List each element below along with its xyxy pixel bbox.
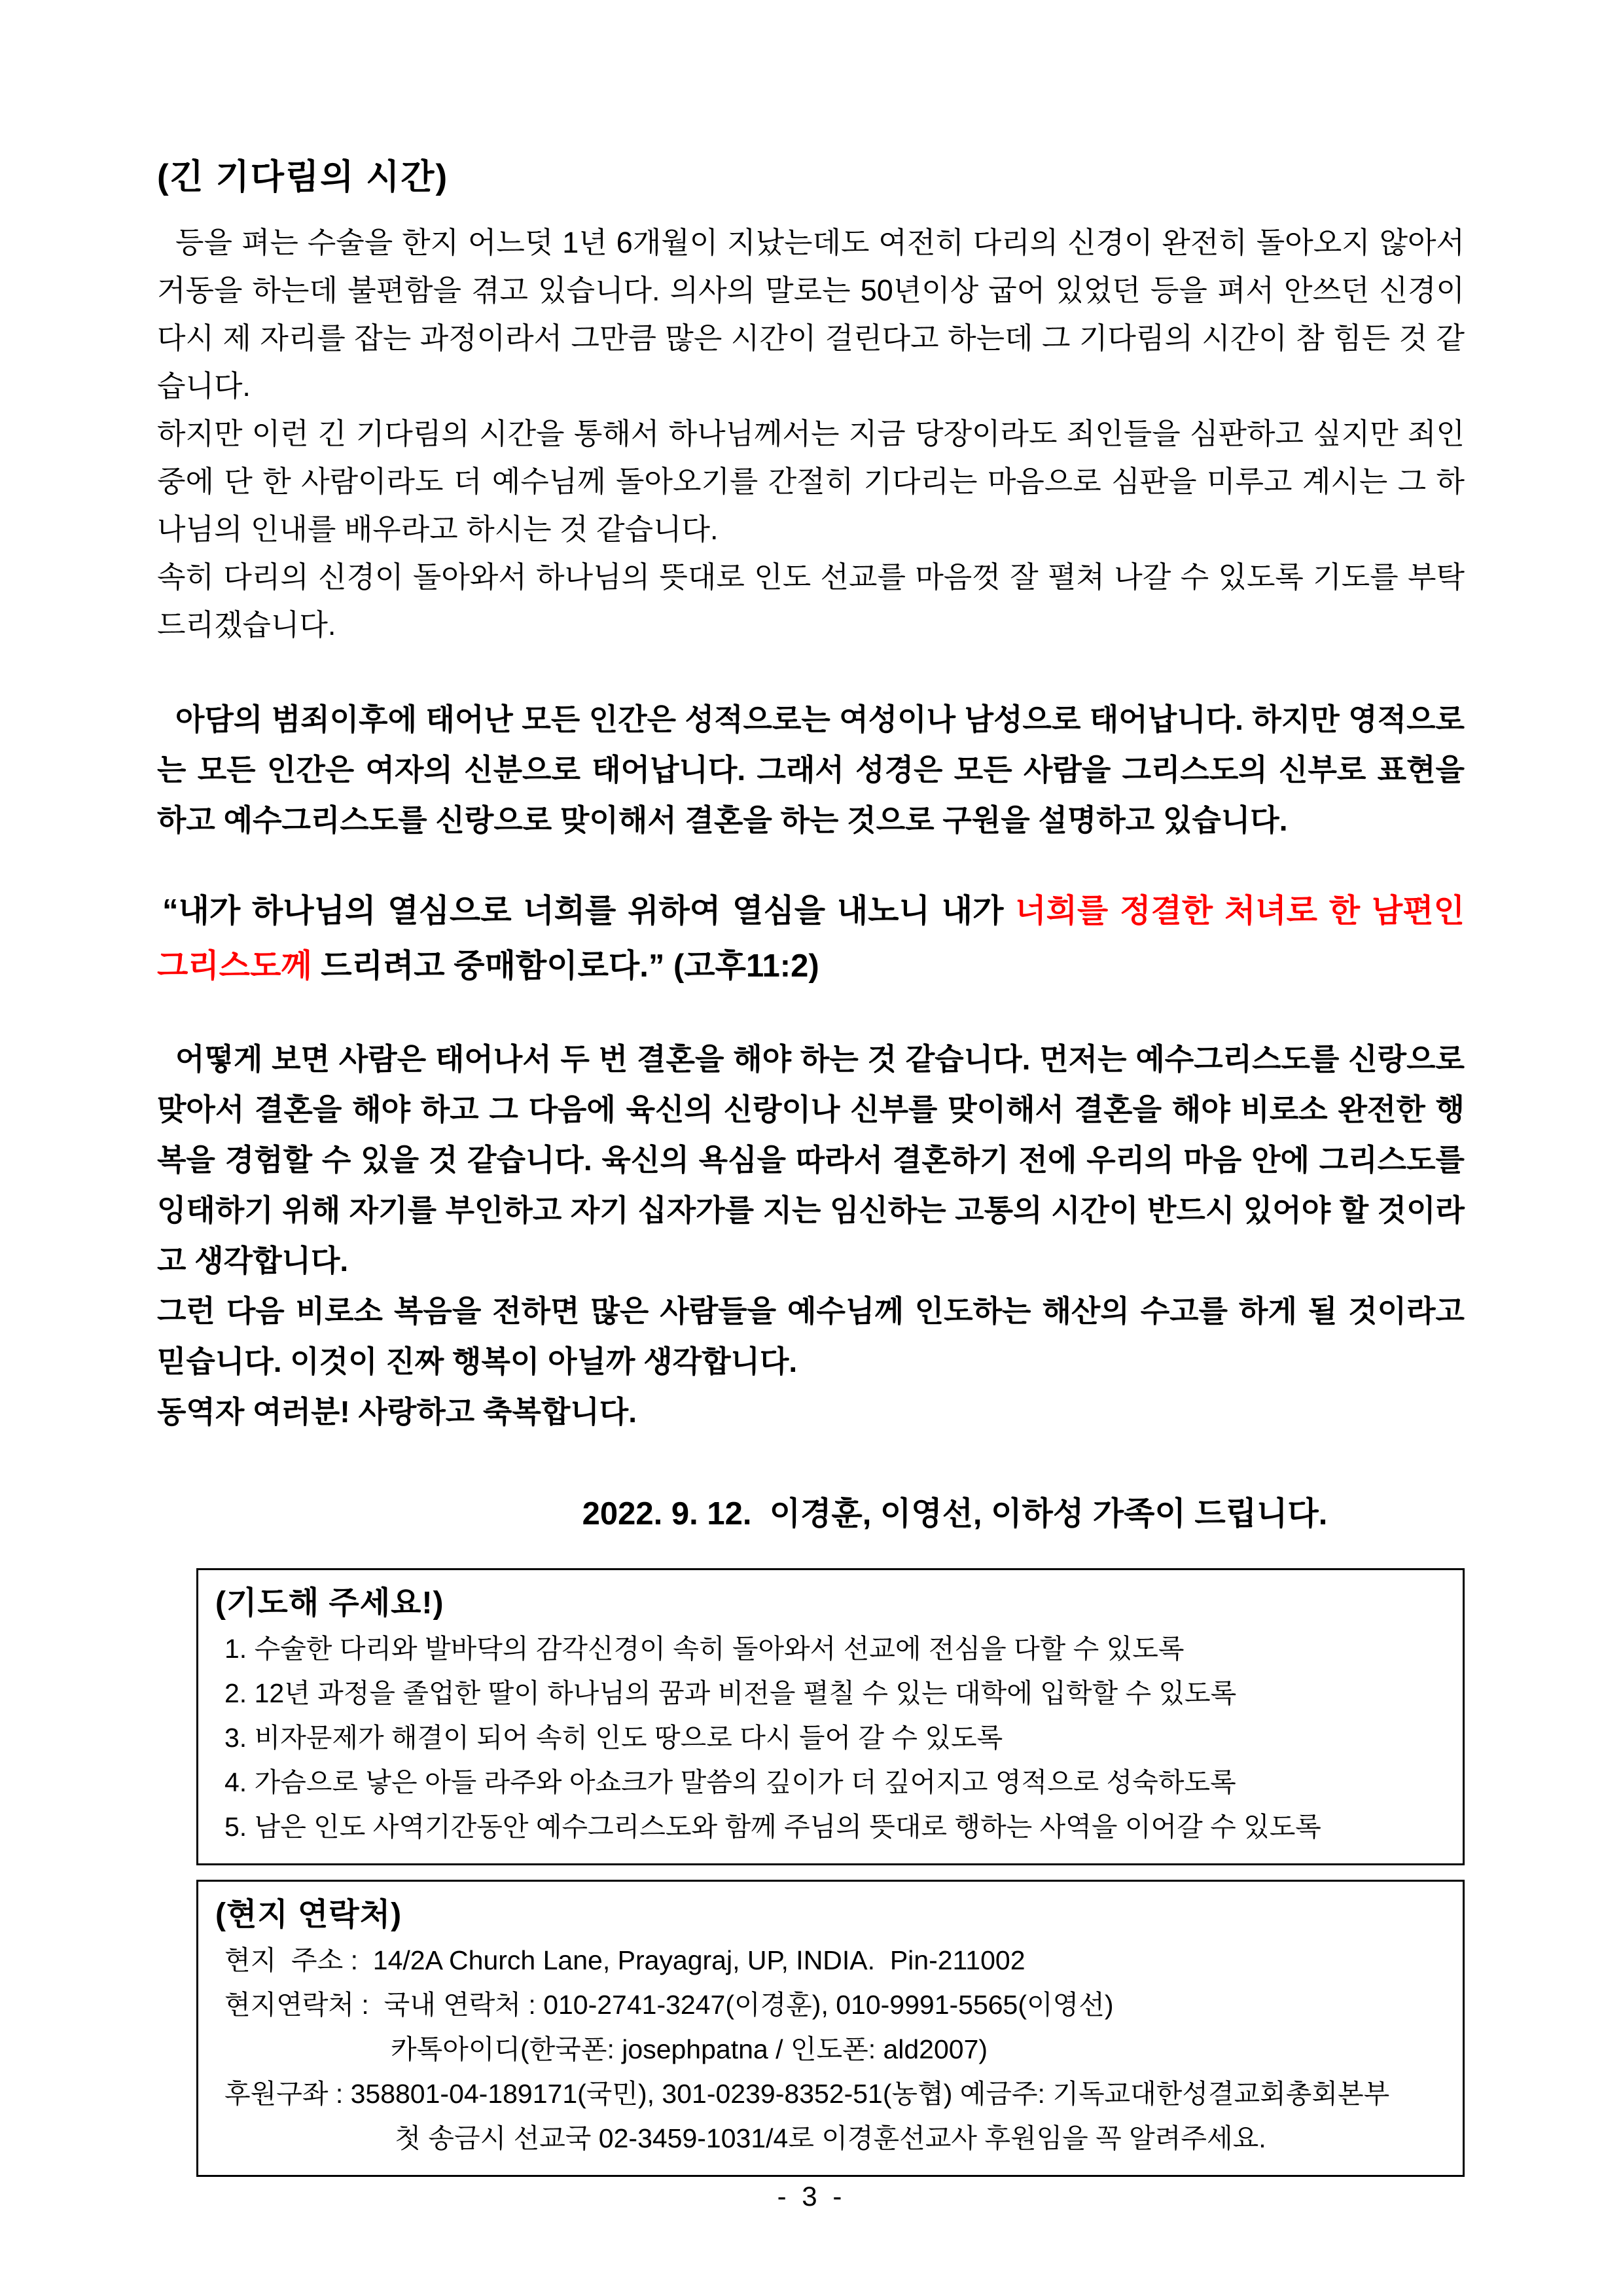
local-contact-box — [196, 1880, 1465, 2177]
bible-quote — [157, 884, 1465, 994]
contact-box-title: (현지 연락처) — [215, 1897, 402, 1932]
page-number: - 3 - — [777, 2181, 846, 2212]
quote-text-black-lead: “내가 하나님의 열심으로 너희를 위하여 열심을 내노니 내가 — [162, 893, 1016, 929]
prayer-item-4: 4. 가슴으로 낳은 아들 라주와 아쇼크가 말씀의 깊이가 더 깊어지고 영적으로 성숙하도록 — [224, 1767, 1236, 1797]
paragraph-coworkers-blessing: 동역자 여러분! 사랑하고 축복합니다. — [157, 1395, 637, 1429]
paragraph-two-marriages: 어떻게 보면 사람은 태어나서 두 번 결혼을 해야 하는 것 같습니다. 먼저는 예수그리스도를 신랑으로 맞아서 결혼을 해야 하고 그 다음에 육신의 신랑이나 신부를 맞이해서 결혼을 해야 비로소 완전한 행복을 경험할 수 있을 것 같습니다. 육신의 욕심을 따라서 결혼하기 전에 우리의 마음 안에 그리스도를 잉태하기 위해 자기를 부인하고 자기 십자가를 지는 임신하는 고통의 시간이 반드시 있어야 할 것이라고 생각합니다. — [157, 1042, 1465, 1278]
contact-address-row: 현지 주소 : 14/2A Church Lane, Prayagraj, UP, INDIA. Pin-211002 — [224, 1945, 1026, 1975]
signature-date-line: 2022. 9. 12. 이경훈, 이영선, 이하성 가족이 드립니다. — [582, 1496, 1328, 1532]
quote-text-red-highlight: 너희를 정결한 처녀로 한 남편인 그리스도께 — [157, 893, 1465, 984]
prayer-item-3: 3. 비자문제가 해결이 되어 속히 인도 땅으로 다시 들어 갈 수 있도록 — [224, 1723, 1003, 1753]
paragraph-surgery-recovery: 등을 펴는 수술을 한지 어느덧 1년 6개월이 지났는데도 여전히 다리의 신경이 완전히 돌아오지 않아서 거동을 하는데 불편함을 겪고 있습니다. 의사의 말로는 50년이상 굽어 있었던 등을 펴서 안쓰던 신경이 다시 제 자리를 잡는 과정이라서 그만큼 많은 시간이 걸린다고 하는데 그 기다림의 시간이 참 힘든 것 같습니다. — [157, 226, 1465, 403]
paragraph-bride-of-christ: 아담의 범죄이후에 태어난 모든 인간은 성적으로는 여성이나 남성으로 태어납니다. 하지만 영적으로는 모든 인간은 여자의 신분으로 태어납니다. 그래서 성경은 모든 사람을 그리스도의 신부로 표현을 하고 예수그리스도를 신랑으로 맞이해서 결혼을 하는 것으로 구원을 설명하고 있습니다. — [157, 702, 1465, 837]
prayer-box-title: (기도해 주세요!) — [215, 1586, 444, 1621]
contact-kakao-row: 카톡아이디(한국폰: josephpatna / 인도폰: ald2007) — [391, 2034, 988, 2064]
prayer-item-1: 1. 수술한 다리와 발바닥의 감각신경이 속히 돌아와서 선교에 전심을 다할 수 있도록 — [224, 1634, 1185, 1664]
section-title-long-wait: (긴 기다림의 시간) — [157, 158, 449, 196]
paragraph-prayer-request-legs: 속히 다리의 신경이 돌아와서 하나님의 뜻대로 인도 선교를 마음껏 잘 펼쳐 나갈 수 있도록 기도를 부탁드리겠습니다. — [157, 560, 1465, 641]
prayer-request-box — [196, 1568, 1465, 1865]
paragraph-gods-patience: 하지만 이런 긴 기다림의 시간을 통해서 하나님께서는 지금 당장이라도 죄인들을 심판하고 싶지만 죄인 중에 단 한 사람이라도 더 예수님께 돌아오기를 간절히 기다리는 마음으로 심판을 미루고 계시는 그 하나님의 인내를 배우라고 하시는 것 같습니다. — [157, 417, 1465, 546]
paragraph-labor-of-birth: 그런 다음 비로소 복음을 전하면 많은 사람들을 예수님께 인도하는 해산의 수고를 하게 될 것이라고 믿습니다. 이것이 진짜 행복이 아닐까 생각합니다. — [157, 1294, 1465, 1378]
prayer-item-2: 2. 12년 과정을 졸업한 딸이 하나님의 꿈과 비전을 펼칠 수 있는 대학에 입학할 수 있도록 — [224, 1678, 1237, 1708]
contact-first-remittance-note: 첫 송금시 선교국 02-3459-1031/4로 이경훈선교사 후원임을 꼭 알려주세요. — [395, 2123, 1266, 2153]
contact-phone-row: 현지연락처 : 국내 연락처 : 010-2741-3247(이경훈), 010-9991-5565(이영선) — [224, 1990, 1114, 2020]
quote-text-black-tail: 드리려고 중매함이로다.” (고후11:2) — [312, 948, 819, 984]
prayer-item-5: 5. 남은 인도 사역기간동안 예수그리스도와 함께 주님의 뜻대로 행하는 사역을 이어갈 수 있도록 — [224, 1812, 1321, 1842]
contact-bank-account-row: 후원구좌 : 358801-04-189171(국민), 301-0239-8352-51(농협) 예금주: 기독교대한성결교회총회본부 — [224, 2079, 1390, 2109]
